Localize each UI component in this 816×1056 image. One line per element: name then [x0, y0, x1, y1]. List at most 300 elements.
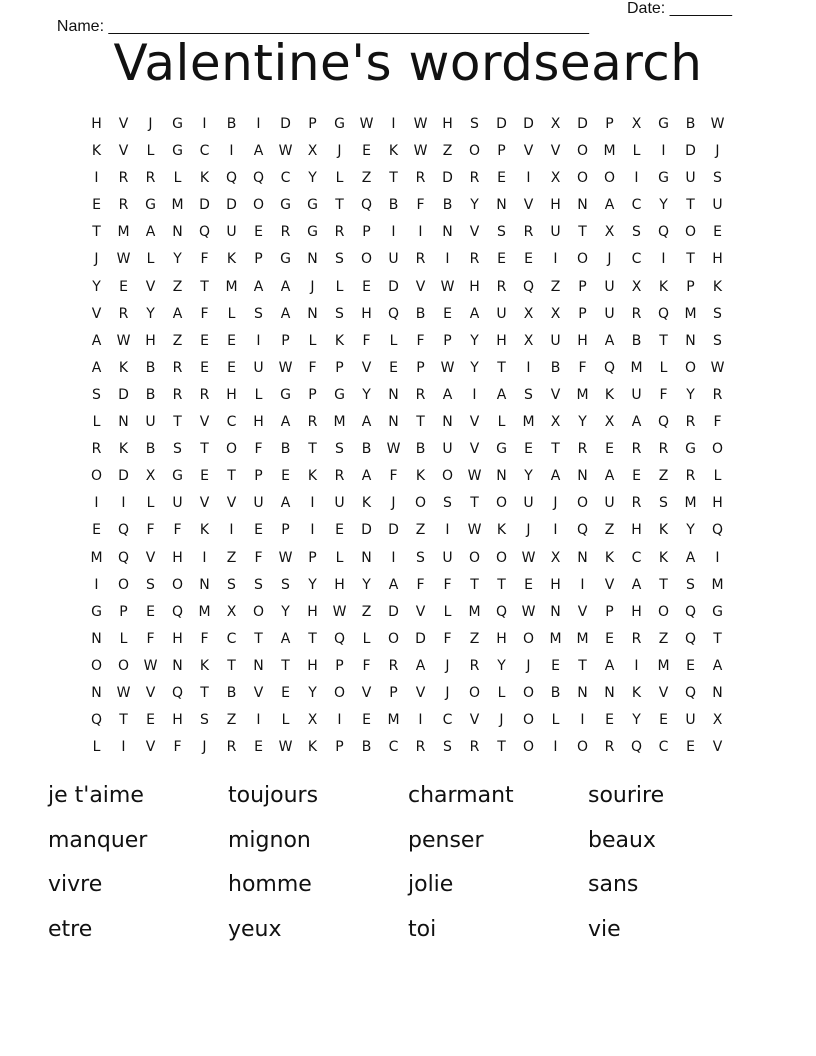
- grid-letter: T: [389, 170, 398, 187]
- grid-letter: Q: [495, 603, 508, 620]
- grid-letter: R: [469, 251, 480, 268]
- grid-letter: P: [443, 332, 452, 349]
- grid-letter: G: [658, 170, 669, 187]
- grid-letter: I: [661, 143, 666, 160]
- grid-letter: K: [658, 278, 669, 295]
- grid-letter: N: [604, 684, 615, 701]
- grid-letter: O: [522, 712, 535, 729]
- grid-letter: T: [470, 495, 479, 512]
- grid-letter: Q: [603, 359, 616, 376]
- grid-letter: E: [497, 170, 506, 187]
- grid-letter: E: [227, 332, 236, 349]
- grid-letter: I: [391, 116, 396, 132]
- grid-letter: R: [604, 739, 615, 756]
- grid-letter: J: [148, 116, 153, 132]
- grid-letter: A: [280, 305, 291, 322]
- grid-letter: C: [388, 739, 399, 756]
- grid-letter: H: [442, 116, 453, 132]
- grid-letter: W: [521, 603, 536, 620]
- grid-letter: M: [549, 630, 562, 647]
- word-list-item: manquer: [48, 827, 148, 853]
- grid-letter: D: [388, 278, 399, 295]
- grid-letter: L: [119, 630, 128, 647]
- grid-letter: N: [199, 576, 210, 593]
- grid-letter: S: [470, 116, 479, 132]
- grid-letter: S: [416, 549, 425, 566]
- grid-letter: H: [550, 576, 561, 593]
- grid-letter: J: [526, 522, 531, 539]
- word-list-item: beaux: [588, 827, 656, 853]
- grid-letter: K: [388, 143, 399, 160]
- grid-letter: A: [604, 657, 615, 674]
- grid-letter: Q: [684, 630, 697, 647]
- grid-letter: U: [172, 495, 183, 512]
- grid-letter: Y: [497, 657, 506, 674]
- grid-letter: D: [442, 170, 453, 187]
- grid-letter: Q: [657, 414, 670, 431]
- grid-letter: W: [116, 332, 131, 349]
- grid-letter: E: [146, 603, 155, 620]
- grid-letter: J: [337, 143, 342, 160]
- grid-letter: R: [631, 495, 642, 512]
- grid-letter: Q: [387, 305, 400, 322]
- grid-letter: Q: [522, 278, 535, 295]
- grid-letter: Y: [308, 684, 317, 701]
- grid-letter: N: [577, 468, 588, 485]
- grid-letter: H: [631, 522, 642, 539]
- grid-letter: V: [523, 197, 534, 214]
- grid-letter: W: [278, 549, 293, 566]
- grid-letter: K: [199, 657, 210, 674]
- grid-letter: V: [415, 603, 426, 620]
- grid-letter: G: [334, 116, 345, 132]
- grid-letter: O: [603, 170, 616, 187]
- grid-letter: I: [553, 251, 558, 268]
- grid-letter: H: [253, 414, 264, 431]
- grid-letter: V: [118, 116, 129, 132]
- grid-letter: J: [715, 143, 720, 160]
- grid-letter: V: [145, 684, 156, 701]
- grid-letter: J: [94, 251, 99, 268]
- grid-letter: O: [441, 468, 454, 485]
- grid-letter: X: [145, 468, 156, 485]
- grid-letter: R: [172, 359, 183, 376]
- grid-letter: A: [91, 359, 102, 376]
- word-list-item: sourire: [588, 783, 665, 808]
- grid-letter: T: [497, 359, 506, 376]
- grid-letter: X: [523, 332, 534, 349]
- grid-letter: O: [576, 739, 589, 756]
- grid-letter: N: [685, 332, 696, 349]
- grid-letter: R: [415, 739, 426, 756]
- grid-letter: G: [280, 251, 291, 268]
- grid-letter: O: [522, 739, 535, 756]
- grid-letter: Z: [226, 549, 237, 566]
- grid-letter: M: [711, 576, 724, 593]
- grid-letter: B: [226, 116, 237, 132]
- grid-letter: N: [307, 251, 318, 268]
- grid-letter: L: [173, 170, 182, 187]
- grid-letter: G: [91, 603, 102, 620]
- grid-letter: P: [335, 359, 344, 376]
- grid-letter: D: [415, 630, 426, 647]
- grid-letter: M: [171, 197, 184, 214]
- grid-letter: B: [415, 441, 426, 458]
- grid-letter: K: [658, 549, 669, 566]
- grid-letter: F: [200, 630, 209, 647]
- grid-letter: I: [256, 332, 261, 349]
- grid-letter: Q: [252, 170, 265, 187]
- grid-letter: A: [442, 386, 453, 403]
- grid-letter: M: [603, 143, 616, 160]
- grid-letter: B: [388, 197, 399, 214]
- grid-letter: I: [526, 170, 531, 187]
- grid-letter: S: [200, 712, 209, 729]
- grid-letter: L: [146, 251, 155, 268]
- grid-letter: L: [281, 712, 290, 729]
- grid-letter: P: [335, 739, 344, 756]
- grid-letter: I: [391, 224, 396, 241]
- grid-letter: T: [308, 441, 317, 458]
- grid-letter: W: [116, 684, 131, 701]
- grid-letter: K: [658, 522, 669, 539]
- grid-letter: U: [388, 251, 399, 268]
- grid-letter: G: [172, 143, 183, 160]
- grid-letter: L: [335, 170, 344, 187]
- grid-letter: W: [440, 278, 455, 295]
- grid-letter: I: [337, 712, 342, 729]
- word-list-item: je t'aime: [48, 783, 144, 808]
- grid-letter: Y: [362, 386, 371, 403]
- grid-letter: C: [226, 414, 237, 431]
- grid-letter: V: [199, 414, 210, 431]
- grid-letter: O: [252, 603, 265, 620]
- grid-letter: T: [308, 630, 317, 647]
- grid-letter: F: [443, 576, 452, 593]
- grid-letter: M: [576, 386, 589, 403]
- grid-letter: R: [469, 170, 480, 187]
- grid-letter: K: [361, 495, 372, 512]
- grid-letter: V: [415, 684, 426, 701]
- grid-letter: V: [550, 143, 561, 160]
- grid-letter: G: [307, 197, 318, 214]
- grid-letter: M: [90, 549, 103, 566]
- grid-letter: Y: [470, 332, 479, 349]
- grid-letter: U: [442, 549, 453, 566]
- grid-letter: Z: [172, 332, 183, 349]
- grid-letter: H: [469, 278, 480, 295]
- grid-letter: T: [200, 684, 209, 701]
- grid-letter: J: [607, 251, 612, 268]
- grid-letter: K: [91, 143, 102, 160]
- grid-letter: B: [442, 197, 453, 214]
- grid-letter: P: [497, 143, 506, 160]
- grid-letter: O: [360, 251, 373, 268]
- grid-letter: W: [278, 359, 293, 376]
- grid-letter: F: [200, 251, 209, 268]
- grid-letter: D: [685, 143, 696, 160]
- grid-letter: I: [715, 549, 720, 566]
- grid-letter: T: [92, 224, 101, 241]
- grid-letter: B: [280, 441, 291, 458]
- grid-letter: A: [280, 630, 291, 647]
- grid-letter: S: [335, 251, 344, 268]
- grid-letter: O: [468, 684, 481, 701]
- grid-letter: M: [117, 224, 130, 241]
- grid-letter: A: [388, 576, 399, 593]
- grid-letter: O: [468, 549, 481, 566]
- grid-letter: U: [253, 359, 264, 376]
- grid-letter: C: [631, 251, 642, 268]
- grid-letter: Z: [361, 170, 372, 187]
- grid-letter: Z: [658, 468, 669, 485]
- grid-letter: S: [335, 305, 344, 322]
- grid-letter: Z: [550, 278, 561, 295]
- grid-letter: N: [442, 414, 453, 431]
- grid-letter: M: [333, 414, 346, 431]
- grid-letter: M: [198, 603, 211, 620]
- grid-letter: S: [443, 739, 452, 756]
- grid-letter: J: [310, 278, 315, 295]
- grid-letter: Q: [711, 522, 724, 539]
- grid-letter: A: [361, 468, 372, 485]
- grid-letter: N: [550, 603, 561, 620]
- grid-letter: F: [173, 522, 182, 539]
- grid-letter: U: [685, 170, 696, 187]
- grid-letter: Q: [333, 630, 346, 647]
- grid-letter: E: [551, 657, 560, 674]
- grid-letter: R: [226, 739, 237, 756]
- grid-letter: D: [118, 386, 129, 403]
- grid-letter: V: [145, 549, 156, 566]
- grid-letter: J: [202, 739, 207, 756]
- grid-letter: G: [685, 441, 696, 458]
- grid-letter: X: [307, 143, 318, 160]
- grid-letter: K: [415, 468, 426, 485]
- grid-letter: I: [121, 739, 126, 756]
- grid-letter: R: [118, 170, 129, 187]
- grid-letter: A: [712, 657, 723, 674]
- grid-letter: H: [361, 305, 372, 322]
- grid-letter: S: [227, 576, 236, 593]
- grid-letter: X: [604, 414, 615, 431]
- grid-letter: D: [577, 116, 588, 132]
- grid-letter: I: [94, 170, 99, 187]
- grid-letter: B: [145, 359, 156, 376]
- grid-letter: S: [713, 170, 722, 187]
- grid-letter: S: [335, 441, 344, 458]
- grid-letter: Q: [360, 197, 373, 214]
- grid-letter: L: [146, 143, 155, 160]
- grid-letter: B: [145, 386, 156, 403]
- grid-letter: K: [199, 170, 210, 187]
- grid-letter: Z: [172, 278, 183, 295]
- grid-letter: H: [631, 603, 642, 620]
- grid-letter: W: [413, 143, 428, 160]
- grid-letter: E: [686, 657, 695, 674]
- grid-letter: T: [200, 278, 209, 295]
- grid-letter: R: [496, 278, 507, 295]
- grid-letter: L: [551, 712, 560, 729]
- grid-letter: P: [254, 251, 263, 268]
- grid-letter: F: [146, 630, 155, 647]
- grid-letter: X: [550, 116, 561, 132]
- grid-letter: M: [684, 305, 697, 322]
- grid-letter: K: [712, 278, 723, 295]
- grid-letter: U: [442, 441, 453, 458]
- grid-letter: T: [659, 576, 668, 593]
- grid-letter: V: [469, 414, 480, 431]
- grid-letter: H: [577, 332, 588, 349]
- grid-letter: A: [361, 414, 372, 431]
- grid-letter: P: [416, 359, 425, 376]
- word-list-item: vie: [588, 916, 621, 942]
- grid-letter: S: [632, 224, 641, 241]
- grid-letter: F: [173, 739, 182, 756]
- grid-letter: V: [523, 143, 534, 160]
- grid-letter: A: [469, 305, 480, 322]
- grid-letter: A: [172, 305, 183, 322]
- grid-letter: H: [307, 657, 318, 674]
- grid-letter: W: [143, 657, 158, 674]
- grid-letter: O: [576, 143, 589, 160]
- grid-letter: G: [172, 116, 183, 132]
- grid-letter: I: [202, 549, 207, 566]
- grid-letter: Z: [361, 603, 372, 620]
- grid-letter: E: [200, 332, 209, 349]
- grid-letter: H: [496, 630, 507, 647]
- grid-letter: V: [145, 278, 156, 295]
- grid-letter: C: [631, 197, 642, 214]
- grid-letter: I: [445, 251, 450, 268]
- grid-letter: V: [577, 603, 588, 620]
- grid-letter: E: [632, 468, 641, 485]
- grid-letter: I: [472, 386, 477, 403]
- grid-letter: G: [280, 386, 291, 403]
- grid-letter: M: [522, 414, 535, 431]
- grid-letter: V: [253, 684, 264, 701]
- word-list: [48, 780, 768, 958]
- word-list-item: penser: [408, 827, 484, 853]
- grid-letter: R: [415, 386, 426, 403]
- grid-letter: L: [227, 305, 236, 322]
- grid-letter: I: [310, 495, 315, 512]
- grid-letter: T: [578, 224, 587, 241]
- grid-letter: H: [712, 251, 723, 268]
- grid-letter: L: [497, 414, 506, 431]
- grid-letter: F: [389, 468, 398, 485]
- grid-letter: V: [415, 278, 426, 295]
- grid-letter: T: [497, 739, 506, 756]
- grid-letter: B: [415, 305, 426, 322]
- grid-letter: O: [576, 170, 589, 187]
- grid-letter: E: [362, 712, 371, 729]
- grid-letter: F: [362, 332, 371, 349]
- grid-letter: E: [524, 251, 533, 268]
- grid-letter: X: [550, 549, 561, 566]
- grid-letter: O: [117, 657, 130, 674]
- grid-letter: W: [467, 468, 482, 485]
- grid-letter: J: [445, 684, 450, 701]
- grid-letter: I: [202, 116, 207, 132]
- grid-letter: G: [307, 224, 318, 241]
- grid-letter: C: [658, 739, 669, 756]
- grid-letter: B: [145, 441, 156, 458]
- grid-letter: D: [118, 468, 129, 485]
- grid-letter: G: [145, 197, 156, 214]
- grid-letter: S: [524, 386, 533, 403]
- date-field-label: Date: _______: [627, 0, 732, 17]
- grid-letter: W: [359, 116, 374, 132]
- grid-letter: V: [145, 739, 156, 756]
- grid-letter: F: [659, 386, 668, 403]
- grid-letter: S: [713, 332, 722, 349]
- grid-letter: A: [604, 197, 615, 214]
- grid-letter: L: [308, 332, 317, 349]
- grid-letter: E: [335, 522, 344, 539]
- grid-letter: R: [199, 386, 210, 403]
- grid-letter: F: [578, 359, 587, 376]
- grid-letter: L: [362, 630, 371, 647]
- grid-letter: G: [334, 386, 345, 403]
- grid-letter: P: [308, 549, 317, 566]
- grid-letter: B: [550, 684, 561, 701]
- grid-letter: M: [468, 603, 481, 620]
- grid-letter: N: [577, 684, 588, 701]
- grid-letter: D: [199, 197, 210, 214]
- grid-letter: B: [361, 739, 372, 756]
- grid-letter: W: [116, 251, 131, 268]
- grid-letter: E: [362, 278, 371, 295]
- grid-letter: P: [605, 116, 614, 132]
- grid-letter: S: [281, 576, 290, 593]
- grid-letter: Z: [226, 712, 237, 729]
- grid-letter: R: [91, 441, 102, 458]
- grid-letter: Q: [225, 170, 238, 187]
- grid-letter: U: [334, 495, 345, 512]
- grid-letter: M: [684, 495, 697, 512]
- grid-letter: H: [91, 116, 102, 132]
- grid-letter: G: [658, 116, 669, 132]
- grid-letter: O: [225, 441, 238, 458]
- grid-letter: Y: [659, 197, 668, 214]
- grid-letter: Y: [92, 278, 101, 295]
- grid-letter: H: [172, 712, 183, 729]
- grid-letter: Z: [415, 522, 426, 539]
- grid-letter: K: [307, 739, 318, 756]
- grid-letter: X: [604, 224, 615, 241]
- grid-letter: I: [661, 251, 666, 268]
- grid-letter: Y: [308, 576, 317, 593]
- grid-letter: C: [442, 712, 453, 729]
- grid-letter: I: [634, 170, 639, 187]
- grid-letter: A: [415, 657, 426, 674]
- grid-letter: A: [631, 414, 642, 431]
- grid-letter: R: [118, 197, 129, 214]
- grid-letter: X: [631, 278, 642, 295]
- grid-letter: A: [604, 468, 615, 485]
- grid-letter: N: [388, 386, 399, 403]
- grid-letter: A: [145, 224, 156, 241]
- grid-letter: P: [281, 332, 290, 349]
- grid-letter: W: [278, 739, 293, 756]
- grid-letter: F: [200, 305, 209, 322]
- grid-letter: X: [226, 603, 237, 620]
- grid-letter: E: [605, 441, 614, 458]
- grid-letter: Y: [281, 603, 290, 620]
- grid-letter: P: [686, 278, 695, 295]
- grid-letter: I: [121, 495, 126, 512]
